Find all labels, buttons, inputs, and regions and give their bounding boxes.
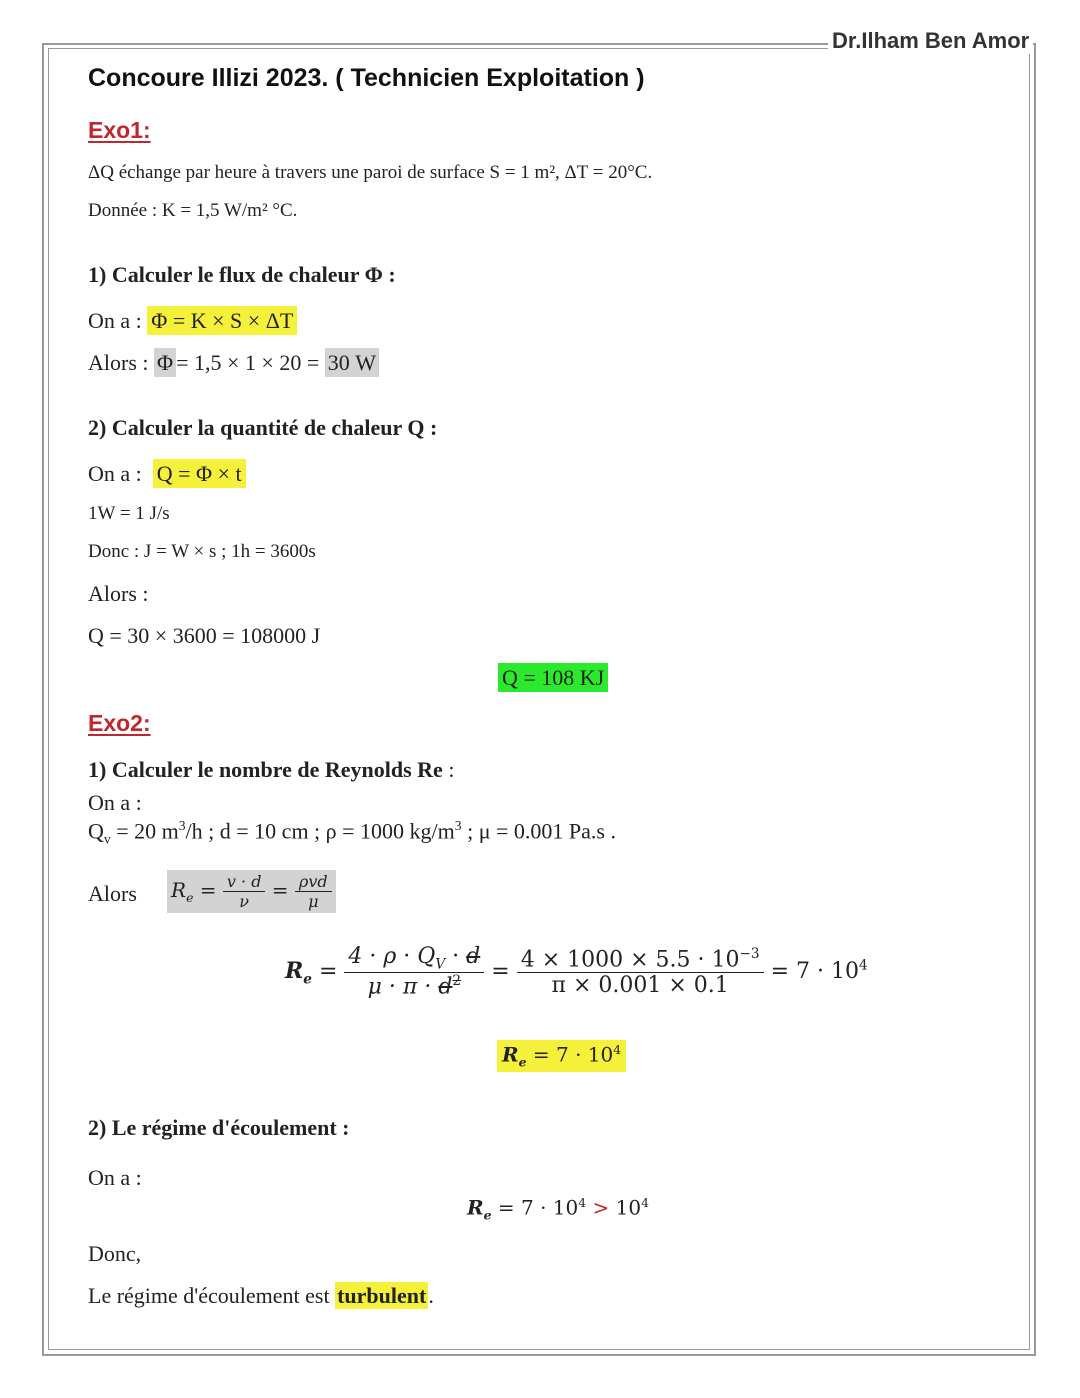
numeric-fraction — [517, 946, 764, 998]
flux-result: 30 W — [325, 348, 379, 377]
flux-formula: Φ = K × S × ΔT — [147, 306, 297, 335]
qv-exponent: 3 — [178, 818, 186, 833]
unit-line: 1W = 1 J/s — [88, 503, 170, 524]
on-a-label: On a : — [88, 1165, 142, 1190]
numeric-numerator: $4 \times 1000 \times 5.5 \cdot 10^{-3}$ — [517, 946, 764, 973]
conclusion-line — [88, 1283, 434, 1309]
reynolds-title-suffix: : — [442, 757, 455, 782]
reynolds-result: = 7 · 10 — [532, 1042, 614, 1067]
donc-line: Donc : J = W × s ; 1h = 3600s — [88, 541, 316, 562]
regime-highlight: turbulent — [337, 1283, 427, 1308]
exo1-q1-formula-line — [88, 308, 297, 334]
exo2-q2-title: 2) Le régime d'écoulement : — [88, 1115, 350, 1140]
flux-calc: = 1,5 × 1 × 20 = — [176, 350, 320, 375]
qv-value: = 20 m — [110, 818, 179, 844]
computed-exponent: 4 — [859, 957, 868, 974]
fraction-numerator: v · d — [223, 872, 266, 892]
on-a-label: On a : — [88, 461, 142, 486]
on-a-label: On a : — [88, 308, 142, 333]
reynolds-computation: $R_e$ = $\frac{4 \cdot \rho \cdot Q_V \cdot d}{\mu \cdot \pi \cdot d^2}$ = $\frac{4 \times 1000 \times 5.5 \cdot 10^{-3}}{\pi \times 0.001 \times 0.1}$ = $7 \cdot 10^4$ — [285, 944, 868, 1000]
on-a-label: On a : — [88, 790, 142, 815]
qv-symbol: Q — [88, 818, 104, 844]
conclusion-suffix: . — [428, 1283, 434, 1308]
computed-value: = 7 · 10 — [770, 958, 859, 984]
fraction-density — [295, 872, 332, 911]
numeric-denominator: π × 0.001 × 0.1 — [551, 973, 729, 999]
exo2-heading: Exo2: — [88, 710, 151, 736]
author-label: Dr.Ilham Ben Amor — [828, 28, 1033, 54]
symbolic-numerator: $4 \cdot \rho \cdot Q_V \cdot d$ — [344, 944, 484, 973]
re-symbol: R — [285, 957, 304, 984]
exo1-given: Donnée : K = 1,5 W/m² °C. — [88, 200, 298, 221]
alors-label: Alors — [88, 881, 137, 906]
exo1-heading: Exo1: — [88, 117, 151, 143]
phi-symbol: Φ — [154, 348, 176, 377]
re-symbol: R — [171, 878, 187, 902]
exo1-q2-title: 2) Calculer la quantité de chaleur Q : — [88, 415, 438, 440]
exo1-statement: ΔQ échange par heure à travers une paroi de surface S = 1 m², ΔT = 20°C. — [88, 162, 653, 183]
document-title: Concoure Illizi 2023. ( Technicien Exploitation ) — [88, 64, 645, 92]
exo1-q2-formula-line — [88, 461, 246, 487]
reynolds-title: 1) Calculer le nombre de Reynolds Re — [88, 757, 443, 782]
symbolic-fraction — [344, 944, 484, 1000]
exo1-q1-title: 1) Calculer le flux de chaleur Φ : — [88, 262, 396, 287]
fraction-numerator: ρvd — [295, 872, 332, 892]
heat-result-value: Q = 108 KJ — [498, 663, 608, 692]
fraction-denominator: μ — [308, 892, 319, 911]
reynolds-result-exponent: 4 — [613, 1042, 622, 1057]
heat-formula: Q = Φ × t — [153, 459, 246, 488]
mu-value: ; μ = 0.001 Pa.s . — [461, 818, 616, 844]
reynolds-definition: $R_e$ = $\frac{v \cdot d}{\nu}$ = $\frac{\text{ρvd}}{\mu}$ — [167, 870, 336, 913]
heat-calc: Q = 30 × 3600 = 108000 J — [88, 623, 321, 648]
fraction-velocity — [223, 872, 266, 911]
given-data-line — [88, 818, 616, 848]
fraction-denominator: ν — [239, 892, 250, 911]
heat-result — [498, 665, 608, 691]
greater-than-sign: > — [592, 1195, 610, 1220]
regime-comparison: $R_e = 7 \cdot 10^4 > 10^4$ — [467, 1195, 649, 1223]
alors-label: Alors : — [88, 350, 149, 375]
exo1-q1-calc-line — [88, 350, 379, 376]
donc-label: Donc, — [88, 1241, 142, 1266]
re-subscript: e — [303, 971, 312, 988]
qv-subscript: v — [103, 831, 111, 847]
exo2-q1-title — [88, 757, 454, 783]
reynolds-result-highlight: $R_e = 7 \cdot 10^4$ — [497, 1040, 626, 1072]
alors-label: Alors : — [88, 581, 149, 606]
rho-exponent: 3 — [454, 818, 462, 833]
d-rho-values: /h ; d = 10 cm ; ρ = 1000 kg/m — [185, 818, 455, 844]
symbolic-denominator: $\mu \cdot \pi \cdot d^2$ — [367, 973, 462, 1000]
re-subscript: e — [186, 890, 194, 905]
page-frame-inner — [48, 48, 1030, 1350]
conclusion-prefix: Le régime d'écoulement est — [88, 1283, 336, 1308]
